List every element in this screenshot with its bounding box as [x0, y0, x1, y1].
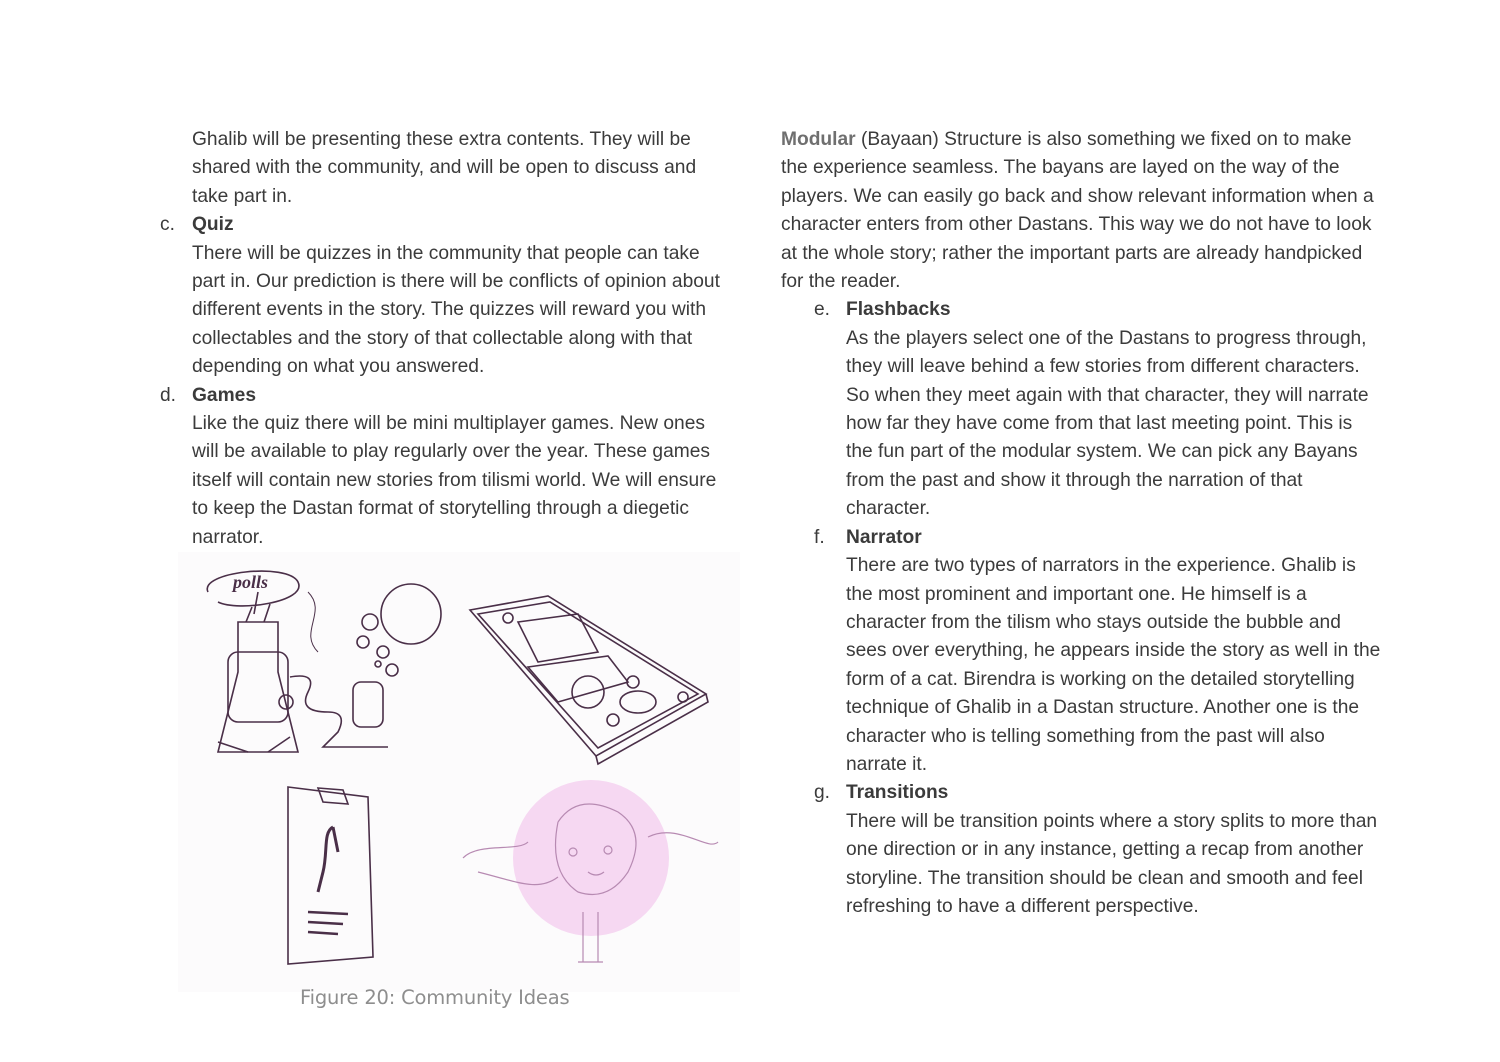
- item-body: As the players select one of the Dastans to progress through, they will leave behind a few stories from different characters. So when they meet again with that character, they will narrate how far they have come from that last meeting point. This is the fun part of the modular system. We can pick any Bayans from the past and show it through the narration of that character.: [846, 327, 1369, 520]
- list-item-narrator: [781, 524, 1381, 780]
- item-heading: Quiz: [192, 214, 234, 236]
- left-column: [160, 126, 735, 552]
- community-ideas-figure: [178, 552, 740, 992]
- board-game-sketch: [470, 596, 708, 764]
- item-heading: Transitions: [846, 782, 949, 804]
- list-marker: e.: [814, 299, 831, 321]
- list-marker: g.: [814, 782, 831, 804]
- list-item-transitions: [781, 779, 1381, 921]
- figure-caption: Figure 20: Community Ideas: [300, 986, 570, 1009]
- item-body: There will be transition points where a story splits to more than one direction or in any instance, getting a recap from another storyline. The transition should be clean and smooth and feel refreshing to have a different perspective.: [846, 810, 1378, 917]
- clipboard-sketch: [288, 787, 373, 964]
- list-marker: f.: [814, 526, 825, 548]
- sketch-illustrations: [178, 552, 740, 992]
- list-marker: d.: [160, 384, 177, 406]
- item-heading: Narrator: [846, 526, 922, 548]
- list-marker: c.: [160, 214, 175, 236]
- item-body: Like the quiz there will be mini multiplayer games. New ones will be available to play regularly over the year. These games itself will contain new stories from tilismi world. We will ensure to keep the Dastan format of storytelling through a diegetic narrator.: [192, 413, 717, 548]
- modular-paragraph: [781, 126, 1381, 296]
- modular-text: (Bayaan) Structure is also something we fixed on to make the experience seamless. The bayans are layed on the way of the players. We can easily go back and show relevant information when a character enters from other Dastans. This way we do not have to look at the whole story; rather the important parts are already handpicked for the reader.: [781, 129, 1374, 293]
- list-item-games: [160, 382, 735, 552]
- item-heading: Flashbacks: [846, 299, 951, 321]
- item-body: There are two types of narrators in the experience. Ghalib is the most prominent and important one. He himself is a character from the tilism who stays outside the bubble and sees over everything, he appears inside the story as well in the form of a cat. Birendra is working on the detailed storytelling technique of Ghalib in a Dastan structure. Another one is the character who is telling something from the past will also narrate it.: [846, 555, 1381, 775]
- character-bubble-sketch: [231, 572, 718, 962]
- list-item-flashbacks: [781, 296, 1381, 523]
- modular-lead: Modular: [781, 129, 856, 150]
- right-column: [781, 126, 1381, 921]
- list-item-quiz: [160, 211, 735, 381]
- polls-label: polls: [233, 572, 269, 592]
- intro-paragraph: Ghalib will be presenting these extra contents. They will be shared with the community, and will be open to discuss and take part in.: [192, 129, 697, 207]
- polls-machine-sketch: [207, 571, 441, 752]
- item-heading: Games: [192, 384, 256, 406]
- item-body: There will be quizzes in the community that people can take part in. Our prediction is there will be conflicts of opinion about different events in the story. The quizzes will reward you with collectables and the story of that collectable along with that depending on what you answered.: [192, 242, 720, 378]
